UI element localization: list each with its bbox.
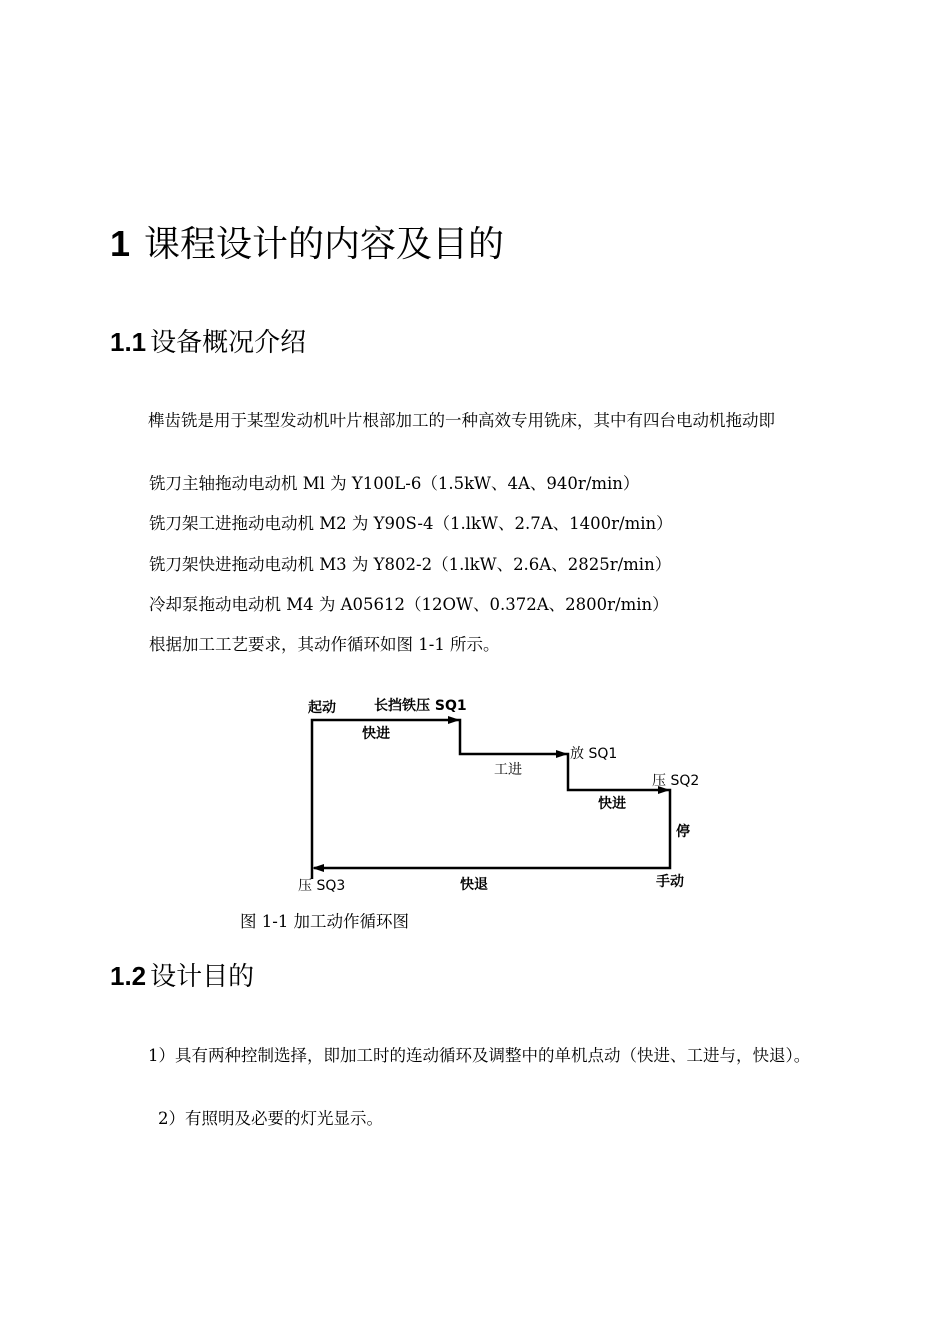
label-sq1-press: 长挡铁压 SQ1 <box>374 698 467 714</box>
chapter-title: 课程设计的内容及目的 <box>144 224 505 265</box>
arrow-work-feed <box>556 750 568 758</box>
intro-paragraph: 榫齿铣是用于某型发动机叶片根部加工的一种高效专用铣床，其中有四台电动机拖动即 <box>148 411 775 430</box>
section-heading-1-1 <box>110 324 306 361</box>
motor-line-m4: 冷却泵拖动电动机 M4 为 A05612（12OW、0.372A、2800r/min） <box>149 595 669 614</box>
section-heading-1-2 <box>110 958 254 995</box>
label-manual: 手动 <box>656 874 684 890</box>
chapter-heading <box>110 218 504 271</box>
label-sq3-press: 压 SQ3 <box>298 878 346 894</box>
purpose-item-2: 2）有照明及必要的灯光显示。 <box>158 1109 383 1128</box>
motor-line-m2: 铣刀架工进拖动电动机 M2 为 Y90S-4（1.lkW、2.7A、1400r/min） <box>149 514 673 533</box>
label-sq2-press: 压 SQ2 <box>652 773 700 789</box>
arrow-fast-return <box>312 864 324 872</box>
label-fast-forward-2: 快进 <box>598 796 626 812</box>
label-fast-forward-1: 快进 <box>362 726 390 742</box>
motor-line-m3: 铣刀架快进拖动电动机 M3 为 Y802-2（1.lkW、2.6A、2825r/min） <box>149 555 672 574</box>
section-title: 设计目的 <box>150 962 255 992</box>
label-start: 起动 <box>308 700 336 716</box>
arrow-fast-forward-1 <box>448 716 460 724</box>
section-number: 1.2 <box>110 961 147 991</box>
cycle-diagram <box>290 686 720 898</box>
figure-caption: 图 1-1 加工动作循环图 <box>240 912 410 931</box>
cycle-sentence: 根据加工工艺要求，其动作循环如图 1-1 所示。 <box>149 635 500 654</box>
chapter-number: 1 <box>110 223 131 264</box>
section-title: 设备概况介绍 <box>150 328 307 358</box>
label-fast-return: 快退 <box>460 877 488 893</box>
motor-line-m1: 铣刀主轴拖动电动机 Ml 为 Y100L-6（1.5kW、4A、940r/min） <box>149 474 640 493</box>
label-stop: 停 <box>676 824 690 840</box>
section-number: 1.1 <box>110 327 147 357</box>
label-sq1-release: 放 SQ1 <box>570 746 618 762</box>
label-work-feed: 工进 <box>494 762 522 778</box>
purpose-item-1: 1）具有两种控制选择，即加工时的连动循环及调整中的单机点动（快进、工进与，快退）。 <box>148 1046 811 1065</box>
